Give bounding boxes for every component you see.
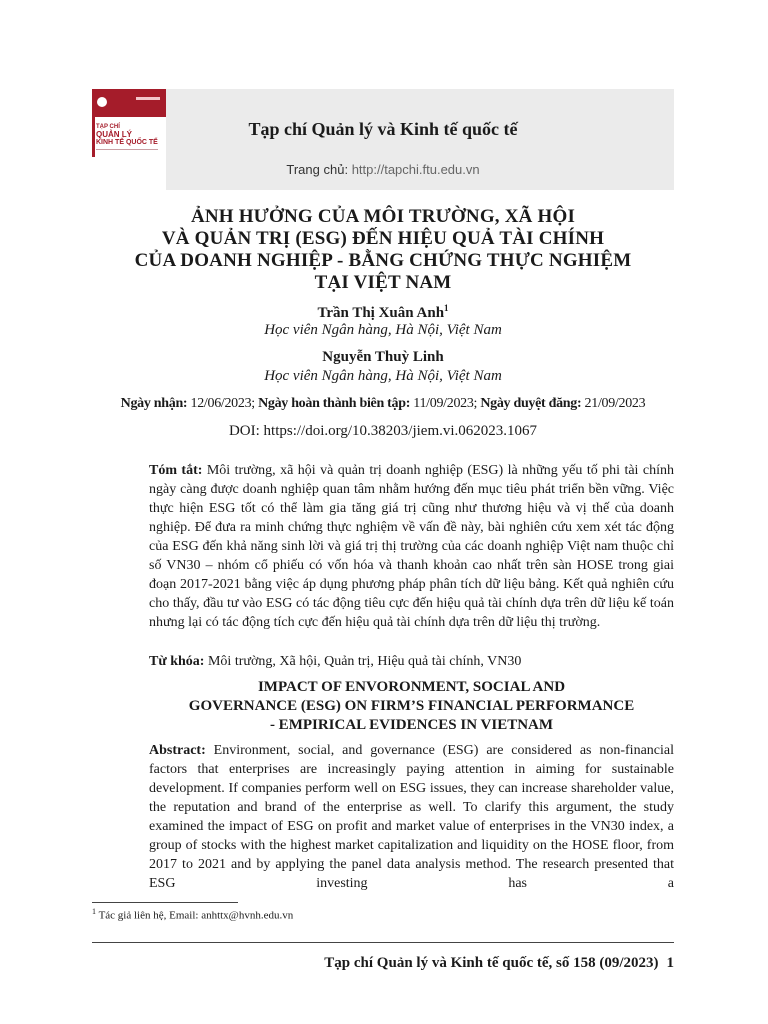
title-en-line: GOVERNANCE (ESG) ON FIRM’S FINANCIAL PERFORMANCE <box>188 698 635 714</box>
keywords-vn-label: Từ khóa: <box>149 654 205 669</box>
logo-text-line2: QUẢN LÝ <box>96 130 132 139</box>
homepage-label: Trang chủ: <box>286 162 349 177</box>
author-footnote-mark[interactable]: 1 <box>444 303 449 313</box>
abstract-vn-label: Tóm tắt: <box>149 463 203 478</box>
author-affiliation: Học viên Ngân hàng, Hà Nội, Việt Nam <box>264 322 502 338</box>
abstract-vn <box>149 461 674 632</box>
received-label: Ngày nhận: <box>120 396 188 411</box>
logo-text-line3: KINH TẾ QUỐC TẾ <box>96 139 158 146</box>
received-date: 12/06/2023; <box>190 396 255 411</box>
abstract-en-label: Abstract: <box>149 743 206 758</box>
revised-label: Ngày hoàn thành biên tập: <box>258 396 411 411</box>
footer-journal: Tạp chí Quản lý và Kinh tế quốc tế, số 158 (09/2023) <box>324 955 659 971</box>
journal-homepage <box>92 162 674 177</box>
logo-emblem-icon <box>97 97 107 107</box>
doi-link[interactable]: DOI: https://doi.org/10.38203/jiem.vi.062023.1067 <box>228 423 538 439</box>
title-line: CỦA DOANH NGHIỆP - BẰNG CHỨNG THỰC NGHIỆM <box>134 250 632 271</box>
page-footer <box>92 955 674 972</box>
keywords-vn <box>149 654 674 670</box>
journal-title: Tạp chí Quản lý và Kinh tế quốc tế <box>248 119 518 139</box>
article-title-en <box>149 678 674 735</box>
revised-date: 11/09/2023; <box>413 396 478 411</box>
footnote-text: Tác giả liên hệ, Email: anhttx@hvnh.edu.vn <box>98 909 294 922</box>
abstract-vn-text: Môi trường, xã hội và quản trị doanh nghiệp (ESG) là những yếu tố phi tài chính ngày càng được doanh nghiệp quan tâm nhằm hướng đến mục tiêu phát triển bền vững. Việc thực hiện ESG tốt có thể làm gia tăng giá trị cũng như thương hiệu và vị thế của doanh nghiệp. Để đưa ra minh chứng thực nghiệm về vấn đề này, bài nghiên cứu xem xét tác động của ESG đến khả năng sinh lời và giá trị thị trường của các doanh nghiệp Việt nam thuộc chỉ số VN30 – nhóm cổ phiếu có vốn hóa và thanh khoản cao nhất trên sàn HOSE trong giai đoạn 2017-2021 bằng việc áp dụng phương pháp phân tích dữ liệu bảng. Kết quả nghiên cứu cho thấy, đầu tư vào ESG có tác động tiêu cực đến hiệu quả tài chính dựa trên dữ liệu kế toán nhưng lại có tác động tích cực đến hiệu quả tài chính dựa trên dữ liệu thị trường. <box>149 463 674 630</box>
title-en-line: IMPACT OF ENVORONMENT, SOCIAL AND <box>257 679 566 695</box>
abstract-en-text: Environment, social, and governance (ESG) are considered as non-financial factors that enterprises are increasingly paying attention in aiming for sustainable development. If companies perform well on ESG issues, they can increase shareholder value, the reputation and brand of the enterprise as well. To clarify this argument, the study examined the impact of ESG on profit and market value of enterprises in the VN30 index, a group of stocks with the highest market capitalization and liquidity on the HOSE floor, from 2017 to 2021 and by applying the panel data analysis method. The research presented that ESG investing has a <box>149 743 674 891</box>
accepted-date: 21/09/2023 <box>584 396 646 411</box>
logo-text-line1: TẠP CHÍ <box>96 124 120 130</box>
footer-divider <box>92 942 674 943</box>
page-number: 1 <box>666 955 674 971</box>
article-dates <box>92 396 674 412</box>
accepted-label: Ngày duyệt đăng: <box>480 396 582 411</box>
footnote-divider <box>92 902 238 903</box>
title-en-line: - EMPIRICAL EVIDENCES IN VIETNAM <box>269 717 554 733</box>
homepage-link[interactable]: http://tapchi.ftu.edu.vn <box>351 162 480 177</box>
author-name: Trần Thị Xuân Anh$^1$ <box>317 303 449 321</box>
author-affiliation: Học viên Ngân hàng, Hà Nội, Việt Nam <box>264 368 502 384</box>
title-line: VÀ QUẢN TRỊ (ESG) ĐẾN HIỆU QUẢ TÀI CHÍNH <box>161 228 605 249</box>
keywords-vn-text: Môi trường, Xã hội, Quản trị, Hiệu quả tài chính, VN30 <box>207 654 522 669</box>
footnote-mark: 1 <box>92 907 96 916</box>
title-line: TẠI VIỆT NAM <box>314 272 452 293</box>
footnote <box>92 907 293 922</box>
article-title-vn <box>92 206 674 294</box>
title-line: ẢNH HƯỞNG CỦA MÔI TRƯỜNG, XÃ HỘI <box>190 206 576 227</box>
author-name: Nguyễn Thuỳ Linh <box>322 349 444 365</box>
abstract-en <box>149 741 674 893</box>
